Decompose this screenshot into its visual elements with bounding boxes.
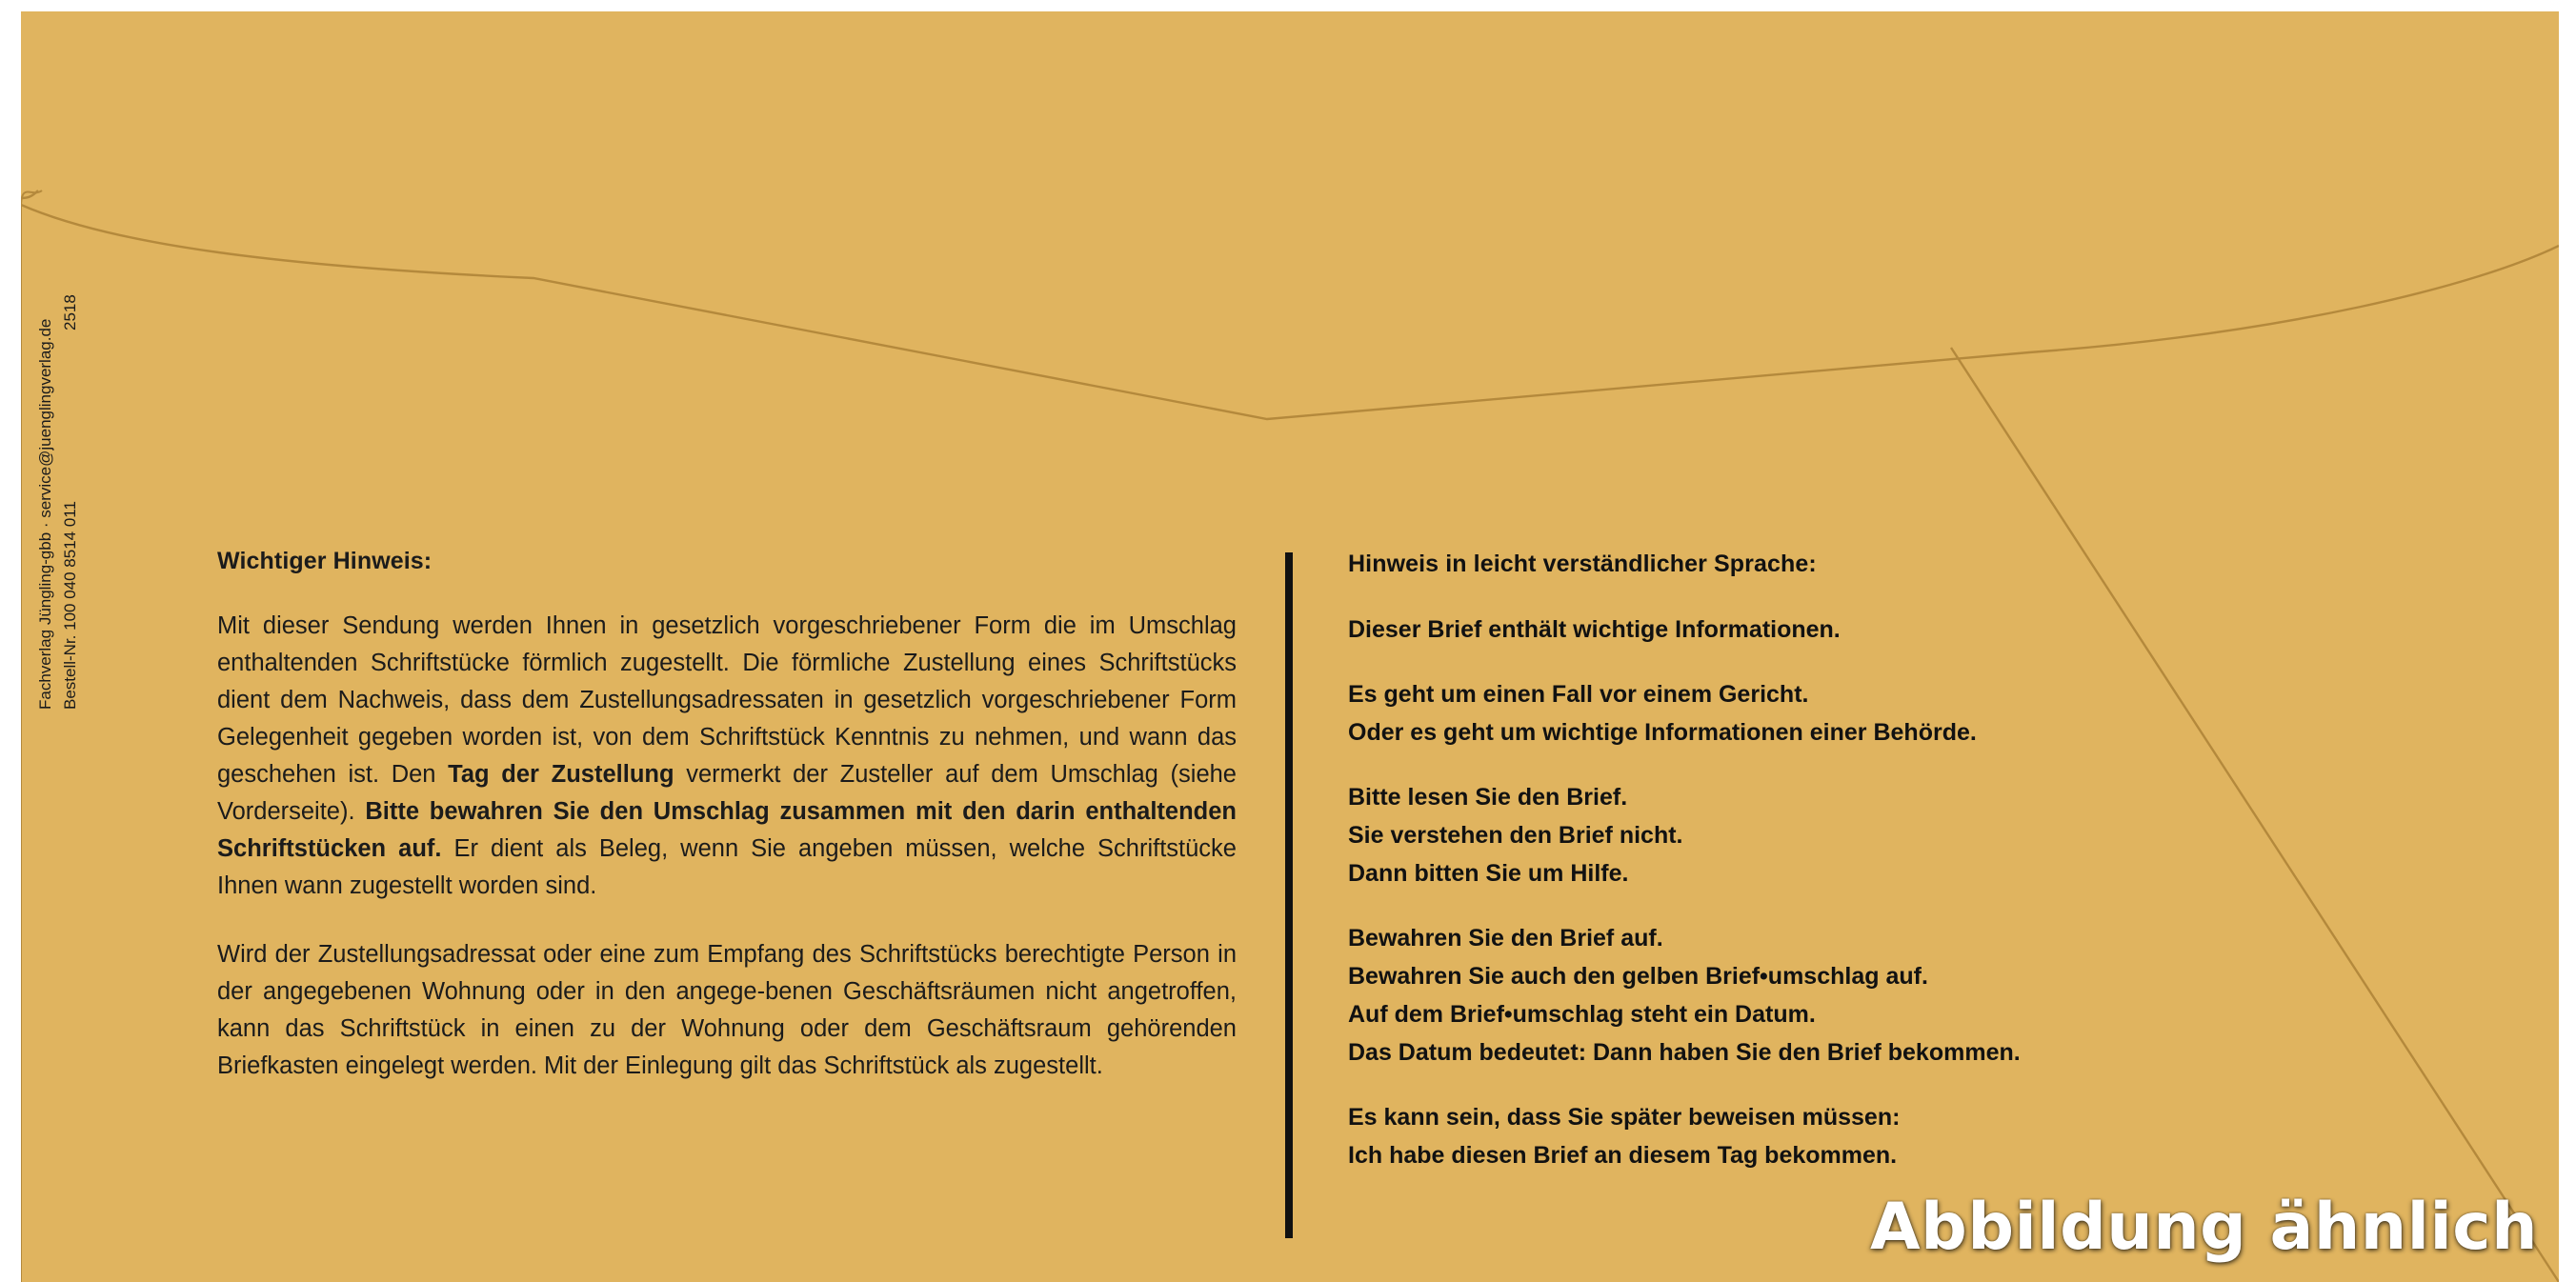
right-text-column [1348,551,2425,1174]
right-line-list [1348,611,2425,1174]
right-line: Es geht um einen Fall vor einem Gericht. [1348,681,1809,708]
p1-part2: vermerkt der Zusteller auf dem Umschlag (siehe Vorderseite). [217,761,1237,825]
page-edge-left [0,0,21,1282]
p1-bold1: Tag der Zustellung [448,761,674,788]
right-line: Bewahren Sie auch den gelben Brief•umschlag auf. [1348,963,1928,990]
publisher-line: Fachverlag Jüngling-gbb · service@juenglingverlag.de [36,318,54,710]
right-line-spacer [1348,892,2425,919]
right-line: Bitte lesen Sie den Brief. [1348,784,1628,811]
right-line: Oder es geht um wichtige Informationen einer Behörde. [1348,719,1977,746]
left-heading: Wichtiger Hinweis: [217,548,433,574]
page-edge-right [2559,0,2576,1282]
imprint-code: 2518 [61,294,79,331]
right-line: Auf dem Brief•umschlag steht ein Datum. [1348,1001,1816,1028]
order-number: Bestell-Nr. 100 040 8514 011 [61,501,79,710]
right-line: Das Datum bedeutet: Dann haben Sie den Brief bekommen. [1348,1039,2021,1066]
right-line-spacer [1348,751,2425,778]
right-heading: Hinweis in leicht verständlicher Sprache: [1348,551,1817,577]
right-line: Sie verstehen den Brief nicht. [1348,822,1683,849]
left-paragraph-1 [217,608,1237,905]
right-line-spacer [1348,649,2425,675]
left-text-column [217,548,1237,1116]
p1-part3: Er dient als Beleg, wenn Sie angeben müssen, welche Schriftstücke Ihnen wann zugestellt worden sind. [217,835,1237,899]
p1-bold2: Bitte bewahren Sie den Umschlag zusammen mit den darin enthaltenden Schriftstücken auf. [217,798,1238,862]
right-line: Es kann sein, dass Sie später beweisen müssen: [1348,1104,1901,1131]
right-line-spacer [1348,1072,2425,1098]
right-line: Dann bitten Sie um Hilfe. [1348,860,1629,887]
p1-part1: Mit dieser Sendung werden Ihnen in gesetzlich vorgeschriebener Form die im Umschlag enthaltenden Schriftstücke förmlich zugestellt. Die förmliche Zustellung eines Schriftstücks dient dem Nachweis, dass dem Zustellungsadressaten in gesetzlich vorgeschriebener Form Gelegenheit gegeben worden ist, von dem Schriftstück Kenntnis zu nehmen, und wann das geschehen ist. Den [217,612,1237,788]
watermark-label: Abbildung ähnlich [1870,1190,2538,1265]
right-line: Ich habe diesen Brief an diesem Tag bekommen. [1348,1142,1898,1169]
right-line: Bewahren Sie den Brief auf. [1348,925,1663,951]
page-edge-top [0,0,2576,11]
column-divider [1285,552,1293,1238]
left-paragraph-2: Wird der Zustellungsadressat oder eine zum Empfang des Schriftstücks berechtigte Person in der angegebenen Wohnung oder in den angege-benen Geschäftsräumen nicht angetroffen, kann das Schriftstück in einen zu der Wohnung oder dem Geschäftsraum gehörenden Briefkasten eingelegt werden. Mit der Einlegung gilt das Schriftstück als zugestellt. [217,941,1237,1079]
order-imprint [61,214,99,710]
right-line: Dieser Brief enthält wichtige Informationen. [1348,616,1841,643]
